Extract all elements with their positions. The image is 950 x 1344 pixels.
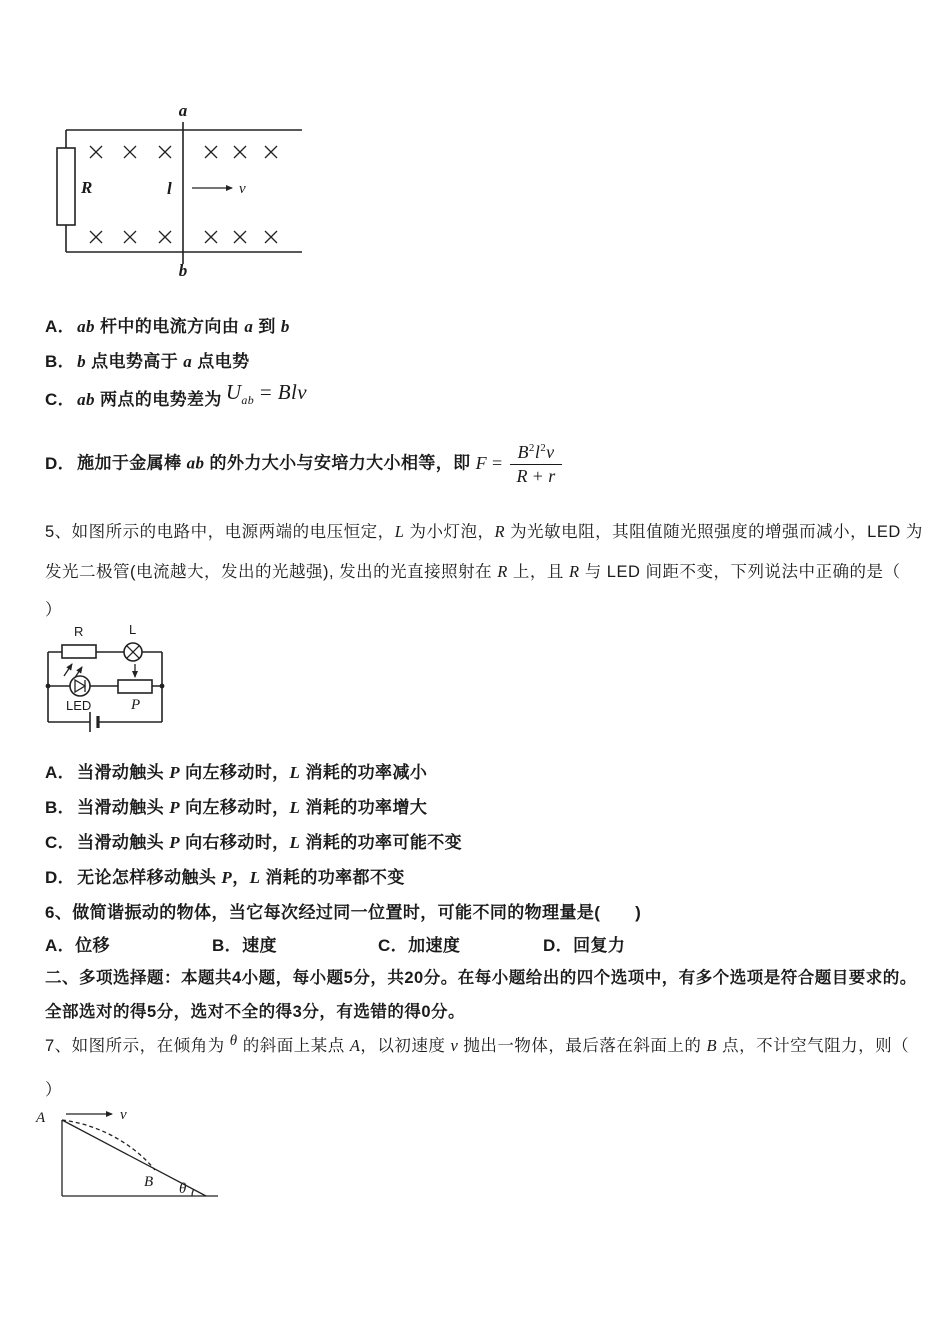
q5-option-a-letter: A． xyxy=(45,763,76,782)
section2-header-line2: 全部选对的得5分，选对不全的得3分，有选错的得0分。 xyxy=(45,1003,466,1021)
velocity-label: v xyxy=(239,181,246,197)
q4-option-b xyxy=(45,347,249,372)
q4-option-d-formula: F = $\frac{B^2l^2v}{R + r}$ xyxy=(476,453,562,473)
q5-option-c-text: 当滑动触头 P 向右移动时，L 消耗的功率可能不变 xyxy=(77,833,463,852)
q5-option-c-letter: C． xyxy=(45,833,76,852)
q6-option-c: C．加速度 xyxy=(378,936,461,955)
q5-question-line2: 发光二极管(电流越大，发出的光越强), 发出的光直接照射在 R 上，且 R 与 LED 间距不变，下列说法中正确的是（ xyxy=(45,562,901,581)
resistor-label: R xyxy=(81,178,93,197)
q4-option-d-letter: D． xyxy=(45,453,76,473)
q4-option-a-letter: A． xyxy=(45,317,76,336)
q5-option-d-letter: D． xyxy=(45,868,76,887)
q4-option-c-text: ab 两点的电势差为 xyxy=(77,390,222,409)
q4-option-b-text: b 点电势高于 a 点电势 xyxy=(77,352,250,371)
section2-header-line1: 二、多项选择题：本题共4小题，每小题5分，共20分。在每小题给出的四个选项中，有多个选项是符合题目要求的。 xyxy=(45,969,917,987)
q4-option-a-text: ab 杆中的电流方向由 a 到 b xyxy=(77,317,290,336)
rod-label-b: b xyxy=(178,261,188,278)
q5-question-line3: ） xyxy=(45,601,62,619)
resistor-symbol xyxy=(57,148,75,225)
q4-option-c-letter: C． xyxy=(45,390,76,409)
q7-question-line1: 7、如图所示，在倾角为 θ 的斜面上某点 A，以初速度 v 抛出一物体，最后落在斜面上的 B 点，不计空气阻力，则（ xyxy=(45,1033,910,1055)
q4-option-b-letter: B． xyxy=(45,352,76,371)
q6-option-a: A．位移 xyxy=(45,936,110,955)
q4-option-c xyxy=(45,380,307,414)
q4-option-d-text: 施加于金属棒 ab 的外力大小与安培力大小相等，即 xyxy=(77,453,471,473)
q6-options-row xyxy=(0,931,950,955)
length-label-l: l xyxy=(167,179,172,198)
q5-option-c xyxy=(45,828,462,853)
led-circuit-diagram xyxy=(36,616,196,744)
q6-option-b: B．速度 xyxy=(212,936,277,955)
junction-dot-left xyxy=(46,684,51,689)
q4-option-a xyxy=(45,312,290,337)
q5-option-d xyxy=(45,863,405,888)
q6-question: 6、做简谐振动的物体，当它每次经过同一位置时，可能不同的物理量是( ) xyxy=(45,903,642,922)
point-a-label: A xyxy=(36,1110,46,1126)
q5-option-b xyxy=(45,793,427,818)
q5-option-d-text: 无论怎样移动触头 P，L 消耗的功率都不变 xyxy=(77,868,405,887)
q5-question-line1: 5、如图所示的电路中，电源两端的电压恒定，L 为小灯泡，R 为光敏电阻，其阻值随光照强度的增强而减小，LED 为 xyxy=(45,522,923,541)
q5-option-a xyxy=(45,758,427,783)
incline-projectile-diagram xyxy=(26,1096,241,1206)
initial-velocity-label: v xyxy=(120,1107,127,1123)
light-arrow-1 xyxy=(64,664,72,676)
junction-dot-right xyxy=(160,684,165,689)
angle-theta-label: θ xyxy=(179,1181,187,1197)
photoresistor-symbol xyxy=(62,645,96,658)
q6-option-d: D．回复力 xyxy=(543,936,626,955)
rod-label-a: a xyxy=(178,101,188,120)
q4-option-d xyxy=(45,442,562,487)
led-label: LED xyxy=(66,698,92,713)
photoresistor-label: R xyxy=(74,624,84,639)
q5-option-b-text: 当滑动触头 P 向左移动时，L 消耗的功率增大 xyxy=(77,798,428,817)
q7-question-line2: ） xyxy=(45,1081,62,1099)
bulb-label: L xyxy=(129,622,137,637)
q5-option-a-text: 当滑动触头 P 向左移动时，L 消耗的功率减小 xyxy=(77,763,428,782)
angle-arc xyxy=(192,1190,194,1197)
point-b-label: B xyxy=(144,1174,154,1190)
led-symbol xyxy=(70,676,90,696)
induction-field-diagram xyxy=(50,98,320,278)
potentiometer-symbol xyxy=(118,680,152,693)
q4-option-c-formula: $U_{ab}$ = Blv xyxy=(225,380,307,408)
potentiometer-label: P xyxy=(131,697,141,713)
q5-option-b-letter: B． xyxy=(45,798,76,817)
